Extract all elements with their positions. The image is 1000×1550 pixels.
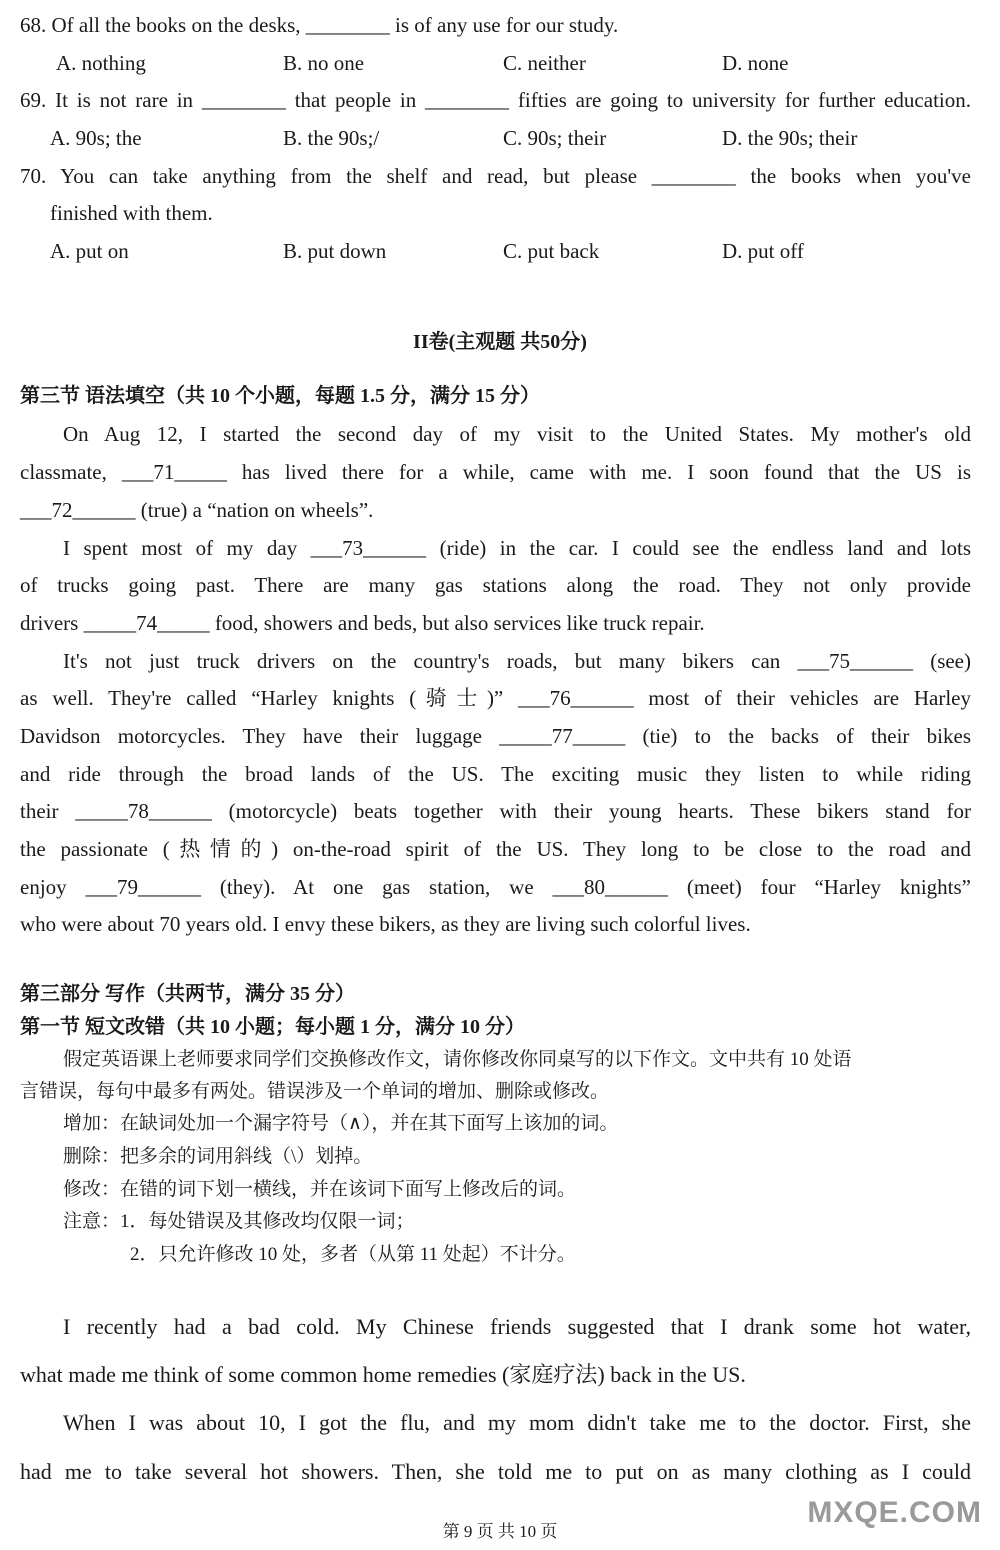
essay-line: what made me think of some common home remedies (家庭疗法) back in the US.: [20, 1362, 746, 1387]
part-two-title: II卷(主观题 共50分): [413, 331, 587, 353]
q70-option-c: C. put back: [503, 239, 600, 263]
grammar-line: enjoy ___79______ (they). At one gas station, we ___80______ (meet) four “Harley knights”: [20, 875, 971, 899]
q68-option-d: D. none: [722, 51, 789, 75]
instruction-line: 言错误，每句中最多有两处。错误涉及一个单词的增加、删除或修改。: [20, 1081, 610, 1102]
instruction-line: 假定英语课上老师要求同学们交换修改作文，请你修改你同桌写的以下作文。文中共有 10 处语: [63, 1049, 852, 1070]
grammar-line: Davidson motorcycles. They have their luggage _____77_____ (tie) to the backs of their bikes: [20, 724, 971, 748]
q68-option-b: B. no one: [283, 51, 365, 75]
grammar-line: I spent most of my day ___73______ (ride) in the car. I could see the endless land and lots: [63, 536, 971, 560]
question-70-line-1: 70. You can take anything from the shelf and read, but please ________ the books when you've: [20, 164, 971, 188]
q69-option-d: D. the 90s; their: [722, 126, 858, 150]
page-number: 第 9 页 共 10 页: [442, 1522, 558, 1541]
question-68: 68. Of all the books on the desks, ________ is of any use for our study.: [20, 13, 619, 37]
q70-option-b: B. put down: [283, 239, 387, 263]
grammar-line: It's not just truck drivers on the country's roads, but many bikers can ___75______ (see): [63, 649, 971, 673]
grammar-line: and ride through the broad lands of the US. The exciting music they listen to while riding: [20, 762, 971, 786]
q68-option-c: C. neither: [503, 51, 586, 75]
instruction-line: 修改：在错的词下划一横线，并在该词下面写上修改后的词。: [63, 1179, 577, 1200]
grammar-line: of trucks going past. There are many gas stations along the road. They not only provide: [20, 573, 971, 597]
error-correction-heading: 第一节 短文改错（共 10 小题；每小题 1 分，满分 10 分）: [20, 1016, 525, 1038]
grammar-line: classmate, ___71_____ has lived there for a while, came with me. I soon found that the US is: [20, 460, 971, 484]
q69-option-b: B. the 90s;/: [283, 126, 380, 150]
grammar-line: ___72______ (true) a “nation on wheels”.: [20, 498, 374, 522]
grammar-line: who were about 70 years old. I envy these bikers, as they are living such colorful lives.: [20, 912, 751, 936]
q69-option-c: C. 90s; their: [503, 126, 607, 150]
grammar-line: drivers _____74_____ food, showers and beds, but also services like truck repair.: [20, 611, 705, 635]
grammar-line: as well. They're called “Harley knights (骑士)” ___76______ most of their vehicles are Harley: [20, 686, 971, 710]
writing-part-heading: 第三部分 写作（共两节，满分 35 分）: [20, 983, 355, 1005]
instruction-line: 2．只允许修改 10 处，多者（从第 11 处起）不计分。: [130, 1244, 576, 1265]
grammar-line: On Aug 12, I started the second day of my visit to the United States. My mother's old: [63, 422, 971, 446]
grammar-line: their _____78______ (motorcycle) beats together with their young hearts. These bikers stand for: [20, 799, 971, 823]
q70-option-a: A. put on: [50, 239, 129, 263]
instruction-line: 注意：1．每处错误及其修改均仅限一词；: [63, 1211, 415, 1232]
essay-line: had me to take several hot showers. Then, she told me to put on as many clothing as I could: [20, 1459, 971, 1484]
q69-option-a: A. 90s; the: [50, 126, 142, 150]
essay-line: I recently had a bad cold. My Chinese friends suggested that I drank some hot water,: [63, 1314, 971, 1339]
grammar-section-heading: 第三节 语法填空（共 10 个小题，每题 1.5 分，满分 15 分）: [20, 385, 540, 407]
instruction-line: 增加：在缺词处加一个漏字符号（∧），并在其下面写上该加的词。: [63, 1113, 619, 1134]
grammar-line: the passionate (热情的) on-the-road spirit of the US. They long to be close to the road and: [20, 837, 971, 861]
q68-option-a: A. nothing: [56, 51, 146, 75]
instruction-line: 删除：把多余的词用斜线（\）划掉。: [63, 1146, 373, 1167]
question-70-line-2: finished with them.: [50, 201, 213, 225]
essay-line: When I was about 10, I got the flu, and my mom didn't take me to the doctor. First, she: [63, 1410, 971, 1435]
watermark-logo: MXQE.COM: [807, 1496, 982, 1529]
q70-option-d: D. put off: [722, 239, 804, 263]
question-69: 69. It is not rare in ________ that people in ________ fifties are going to university for further education.: [20, 88, 971, 112]
